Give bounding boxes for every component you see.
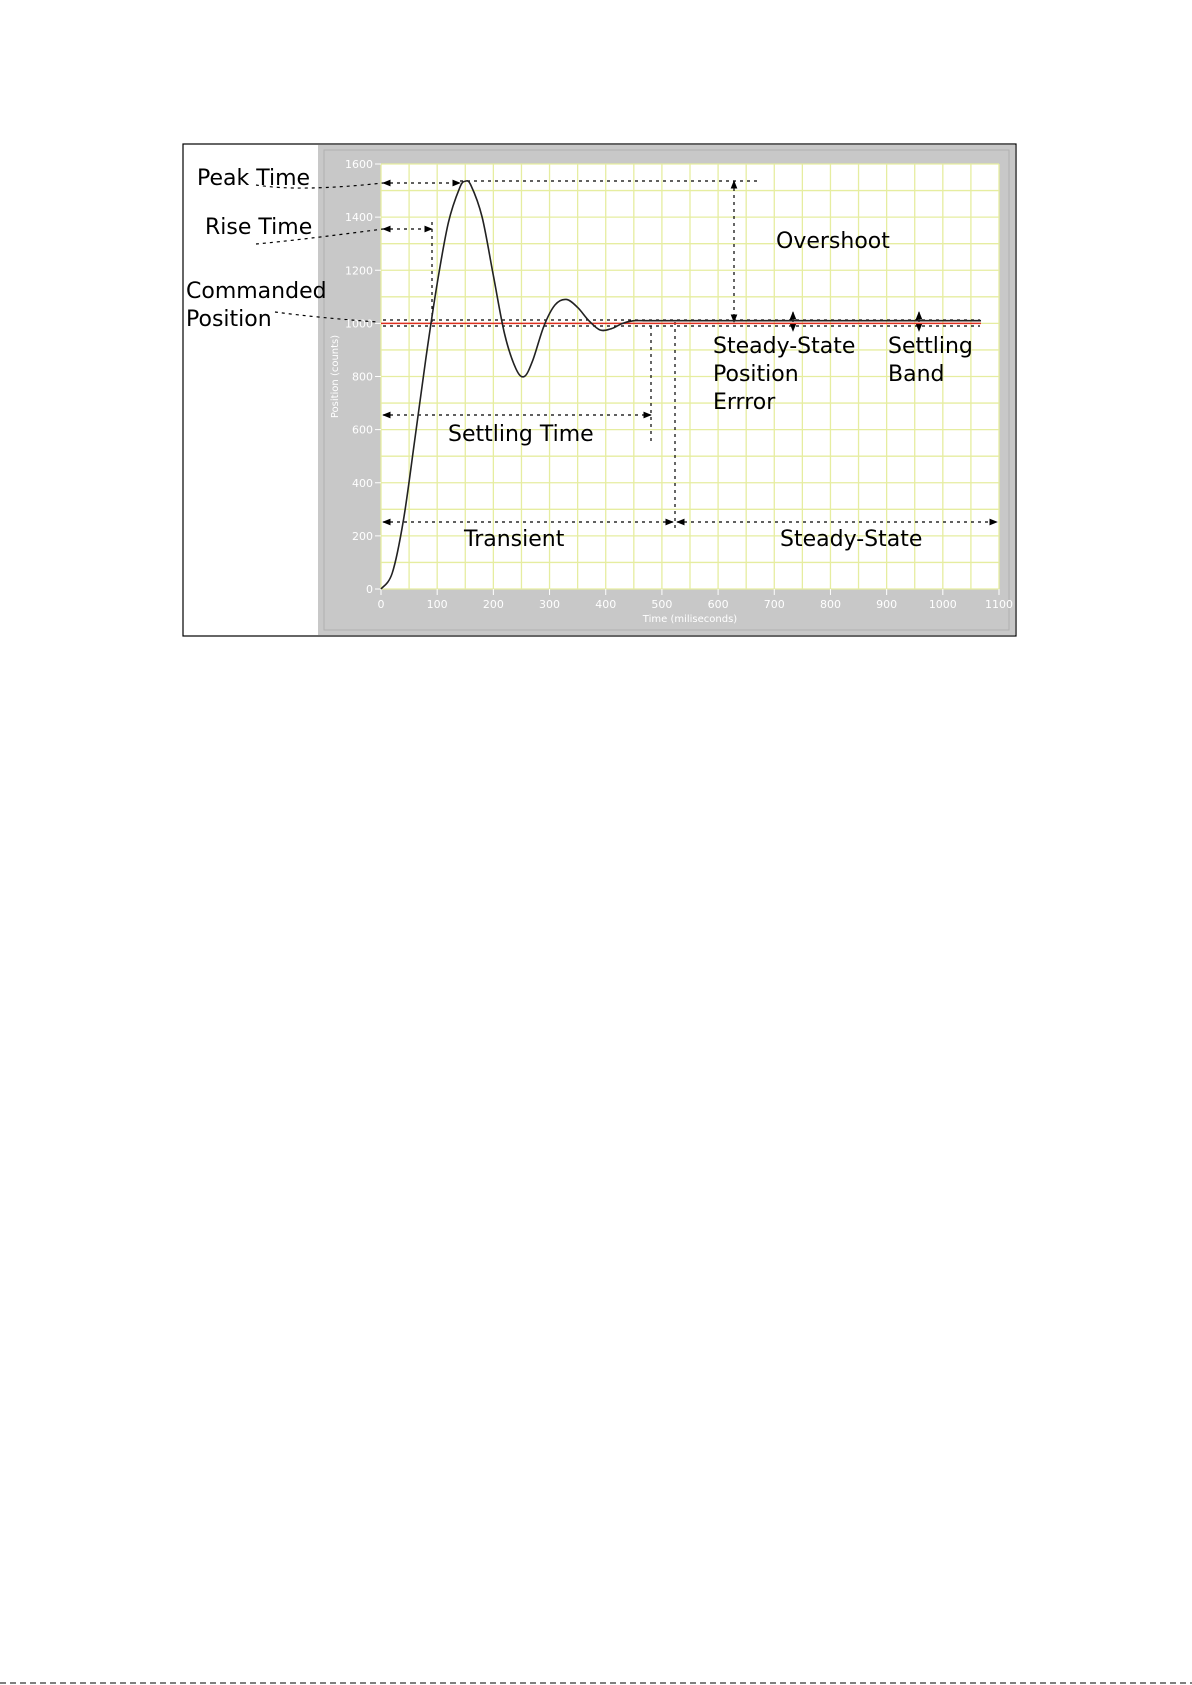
label-settling-time: Settling Time: [448, 422, 594, 447]
x-axis-label: Time (miliseconds): [642, 614, 738, 625]
y-tick-label: 1000: [345, 317, 373, 331]
y-tick-label: 1400: [345, 211, 373, 225]
x-tick-label: 1000: [928, 598, 957, 611]
y-tick-label: 200: [352, 529, 373, 543]
label-overshoot: Overshoot: [776, 229, 890, 254]
x-tick-label: 300: [539, 598, 561, 611]
label-settling-band-2: Band: [888, 362, 945, 387]
x-tick-label: 200: [482, 598, 504, 611]
x-tick-label: 900: [876, 598, 898, 611]
label-settling-band-1: Settling: [888, 334, 973, 359]
x-tick-label: 400: [595, 598, 617, 611]
label-commanded-2: Position: [186, 307, 272, 332]
label-transient: Transient: [464, 527, 565, 552]
label-ss-error-3: Errror: [713, 390, 776, 415]
y-tick-label: 1600: [345, 158, 373, 171]
x-tick-label: 800: [819, 598, 841, 611]
y-tick-label: 600: [352, 423, 373, 437]
x-tick-label: 600: [707, 598, 729, 611]
label-ss-error-2: Position: [713, 362, 799, 387]
label-peak-time: Peak Time: [197, 166, 311, 191]
x-tick-label: 500: [651, 598, 673, 611]
label-steady-state: Steady-State: [780, 527, 923, 552]
y-tick-label: 0: [366, 583, 373, 596]
y-tick-label: 400: [352, 476, 373, 490]
x-tick-label: 0: [377, 598, 385, 611]
label-commanded-1: Commanded: [186, 279, 327, 304]
label-ss-error-1: Steady-State: [713, 334, 856, 359]
x-tick-label: 100: [426, 598, 448, 611]
x-tick-label: 1100: [985, 598, 1013, 611]
x-tick-label: 700: [763, 598, 785, 611]
y-axis-label: Position (counts): [330, 334, 341, 419]
y-tick-label: 800: [352, 370, 373, 384]
y-tick-label: 1200: [345, 264, 373, 278]
label-rise-time: Rise Time: [205, 215, 313, 240]
